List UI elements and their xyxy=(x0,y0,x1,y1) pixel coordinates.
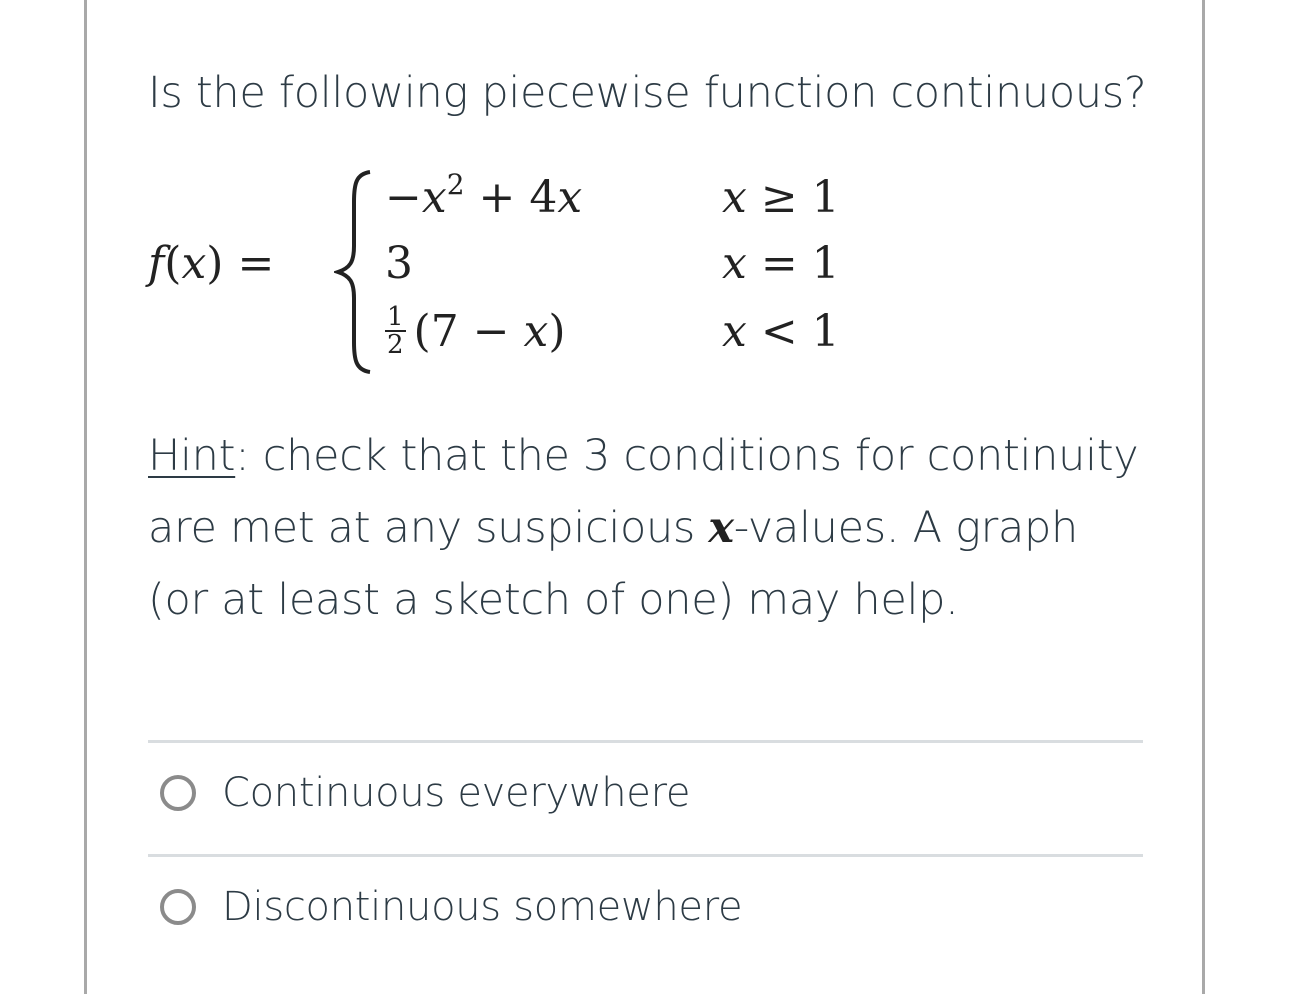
answer-divider-top xyxy=(148,740,1143,743)
answer-option-continuous[interactable] xyxy=(160,770,690,816)
hint-label: Hint xyxy=(148,431,236,481)
lhs-open-paren: ( xyxy=(164,238,182,289)
fraction-numerator: 1 xyxy=(387,301,404,332)
equals-sign: = xyxy=(223,238,275,289)
lhs-close-paren: ) xyxy=(206,238,224,289)
case-1-variable-2: x xyxy=(557,172,583,223)
case-3-cond-variable: x xyxy=(722,306,747,357)
case-2-condition xyxy=(722,238,840,289)
case-3-close: ) xyxy=(548,306,566,357)
case-3-variable: x xyxy=(523,306,549,357)
case-3-condition xyxy=(722,306,840,357)
radio-unselected-icon[interactable] xyxy=(160,889,196,925)
left-brace-icon xyxy=(334,168,374,376)
case-1-expression xyxy=(385,168,583,223)
frame-right-border xyxy=(1202,0,1205,994)
case-1-cond-relation: ≥ 1 xyxy=(746,172,840,223)
hint-text-before: check that the 3 conditions for continuity are met at any suspicious xyxy=(148,431,1139,553)
answer-option-label: Continuous everywhere xyxy=(222,770,691,816)
case-2-cond-variable: x xyxy=(722,238,747,289)
case-3-expression xyxy=(385,301,566,362)
hint-variable: x xyxy=(708,503,734,553)
hint-text-after: -values. A graph (or at least a sketch of one) may help. xyxy=(148,503,1078,625)
function-name: f xyxy=(148,238,165,289)
case-1-condition xyxy=(722,172,840,223)
answer-divider-middle xyxy=(148,854,1143,857)
radio-unselected-icon[interactable] xyxy=(160,775,196,811)
frame-left-border xyxy=(84,0,87,994)
case-1-exponent: 2 xyxy=(446,168,465,201)
hint-colon: : xyxy=(235,431,250,481)
case-2-expression: 3 xyxy=(385,238,413,289)
lhs-variable: x xyxy=(181,238,207,289)
case-3-open: (7 − xyxy=(413,306,524,357)
answer-option-discontinuous[interactable] xyxy=(160,884,742,930)
case-1-cond-variable: x xyxy=(722,172,747,223)
case-3-cond-relation: < 1 xyxy=(746,306,840,357)
function-lhs xyxy=(148,238,274,289)
fraction-denominator: 2 xyxy=(387,329,404,360)
answer-option-label: Discontinuous somewhere xyxy=(222,884,743,930)
one-half-fraction xyxy=(385,301,406,360)
case-1-plus-term: + 4 xyxy=(464,172,558,223)
case-1-variable: x xyxy=(421,172,447,223)
case-1-minus: − xyxy=(385,172,422,223)
question-text: Is the following piecewise function continuous? xyxy=(148,68,1147,118)
case-2-cond-relation: = 1 xyxy=(746,238,840,289)
hint-paragraph xyxy=(148,420,1148,636)
